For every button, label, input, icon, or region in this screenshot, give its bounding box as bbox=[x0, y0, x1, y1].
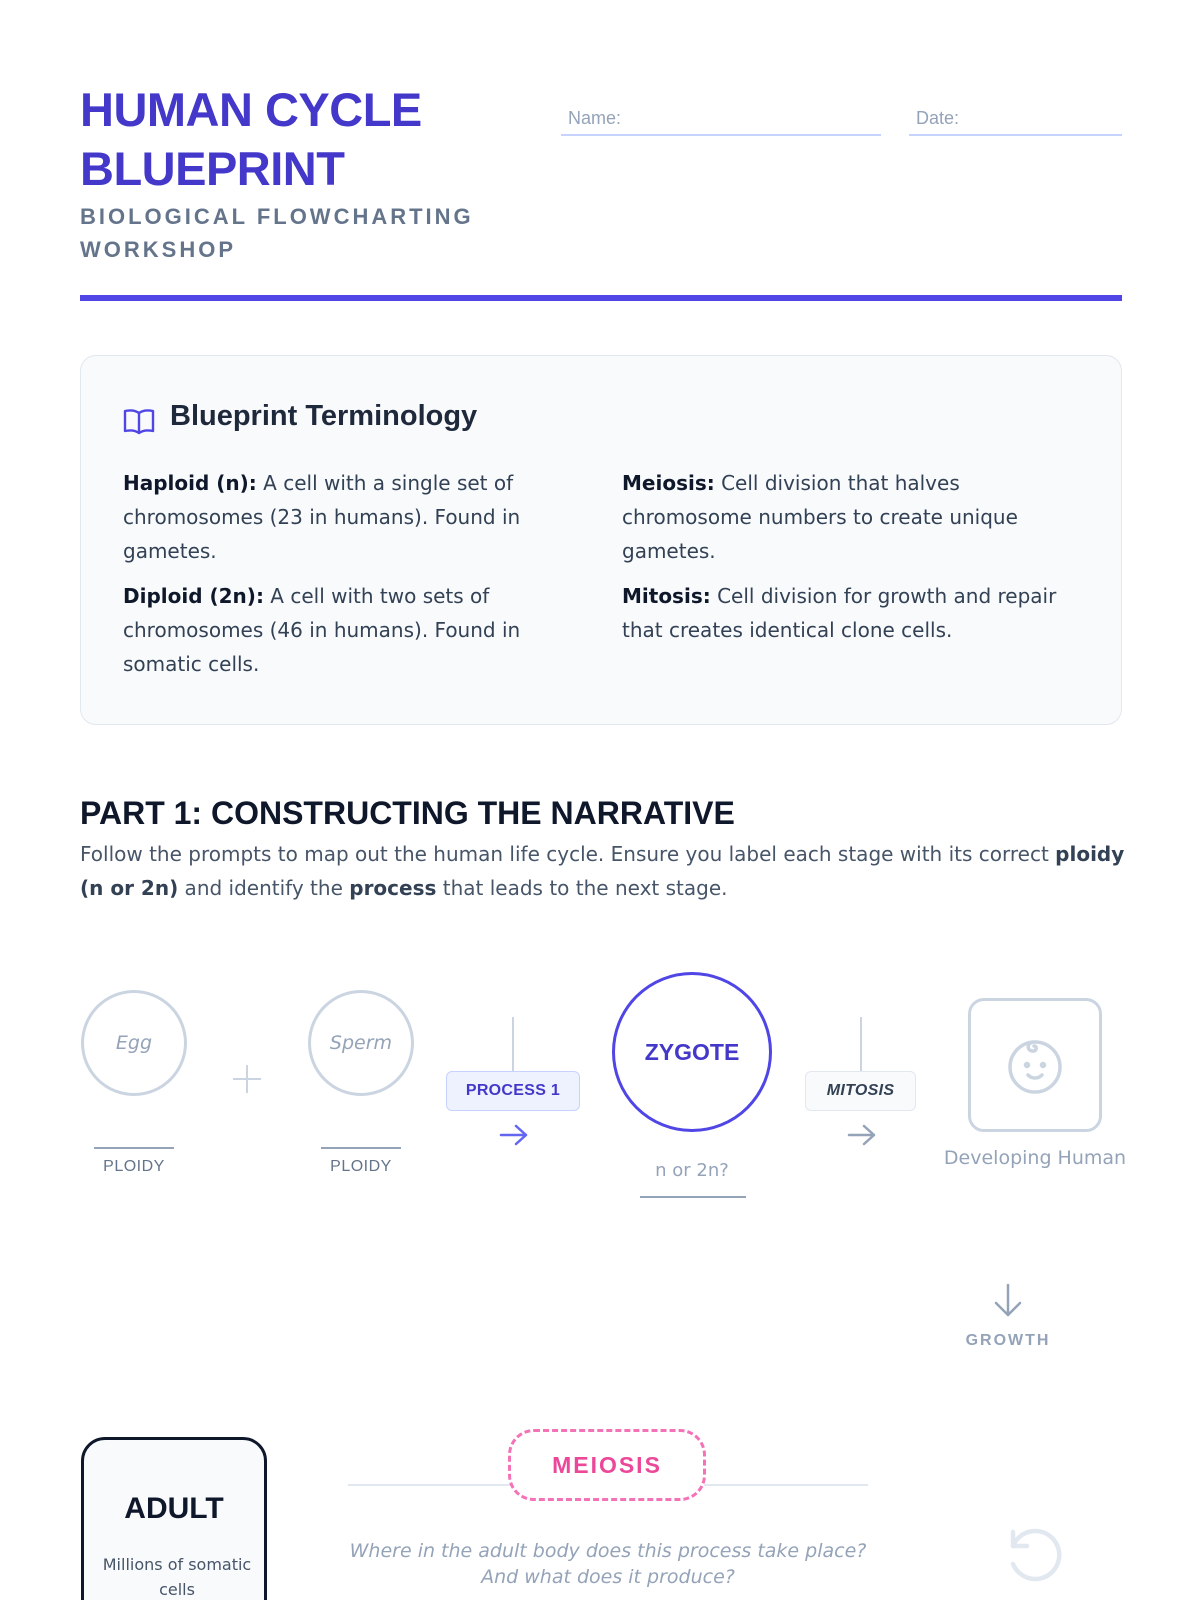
process1-label[interactable]: PROCESS 1 bbox=[446, 1071, 580, 1111]
sperm-ploidy-label: PLOIDY bbox=[330, 1158, 392, 1175]
developing-human-node bbox=[968, 998, 1102, 1132]
egg-ploidy-label: PLOIDY bbox=[103, 1158, 165, 1175]
mitosis-connector bbox=[860, 1017, 862, 1071]
arrow-down-icon bbox=[988, 1281, 1028, 1321]
adult-label: ADULT bbox=[124, 1492, 224, 1525]
sperm-node: Sperm bbox=[308, 990, 414, 1096]
process1-connector bbox=[512, 1017, 514, 1071]
arrow-right-icon bbox=[497, 1123, 531, 1147]
term-diploid: Diploid (2n): A cell with two sets of chromosomes (46 in humans). Found in somatic cells. bbox=[123, 584, 521, 676]
worksheet-subtitle: BIOLOGICAL FLOWCHARTING WORKSHOP bbox=[80, 204, 474, 262]
arrow-right-icon bbox=[845, 1123, 879, 1147]
zygote-ploidy-prompt: n or 2n? bbox=[655, 1160, 729, 1181]
egg-ploidy-blank[interactable] bbox=[94, 1147, 174, 1149]
term-haploid: Haploid (n): A cell with a single set of chromosomes (23 in humans). Found in gametes. bbox=[123, 471, 521, 563]
part1-title: PART 1: CONSTRUCTING THE NARRATIVE bbox=[80, 795, 735, 831]
egg-node: Egg bbox=[81, 990, 187, 1096]
name-label: Name: bbox=[568, 108, 622, 128]
meiosis-label: MEIOSIS bbox=[508, 1429, 706, 1501]
terminology-heading: Blueprint Terminology bbox=[170, 400, 478, 432]
name-field[interactable] bbox=[561, 106, 881, 136]
adult-node bbox=[81, 1437, 267, 1600]
header-divider bbox=[80, 295, 1122, 301]
adult-description: Millions of somatic cells bbox=[102, 1555, 252, 1599]
growth-label: GROWTH bbox=[965, 1332, 1051, 1349]
term-mitosis: Mitosis: Cell division for growth and repair that creates identical clone cells. bbox=[622, 584, 1057, 642]
developing-human-label: Developing Human bbox=[943, 1147, 1127, 1169]
cycle-icon bbox=[1003, 1524, 1063, 1584]
sperm-ploidy-blank[interactable] bbox=[321, 1147, 401, 1149]
zygote-ploidy-blank[interactable] bbox=[640, 1196, 746, 1198]
terminology-box bbox=[80, 355, 1122, 725]
meiosis-question: Where in the adult body does this process take place? And what does it produce? bbox=[349, 1540, 867, 1588]
date-field[interactable] bbox=[909, 106, 1122, 136]
worksheet-title: HUMAN CYCLE BLUEPRINT bbox=[80, 83, 422, 195]
term-meiosis: Meiosis: Cell division that halves chromosome numbers to create unique gametes. bbox=[622, 471, 1018, 563]
book-icon bbox=[123, 407, 155, 435]
zygote-node: ZYGOTE bbox=[612, 972, 772, 1132]
plus-icon bbox=[232, 1063, 262, 1093]
baby-icon bbox=[1003, 1033, 1067, 1097]
part1-intro: Follow the prompts to map out the human life cycle. Ensure you label each stage with its correct ploidy (n or 2n) and identify the process that leads to the next stage. bbox=[80, 842, 1125, 900]
mitosis-label: MITOSIS bbox=[805, 1071, 916, 1111]
date-label: Date: bbox=[916, 108, 960, 128]
